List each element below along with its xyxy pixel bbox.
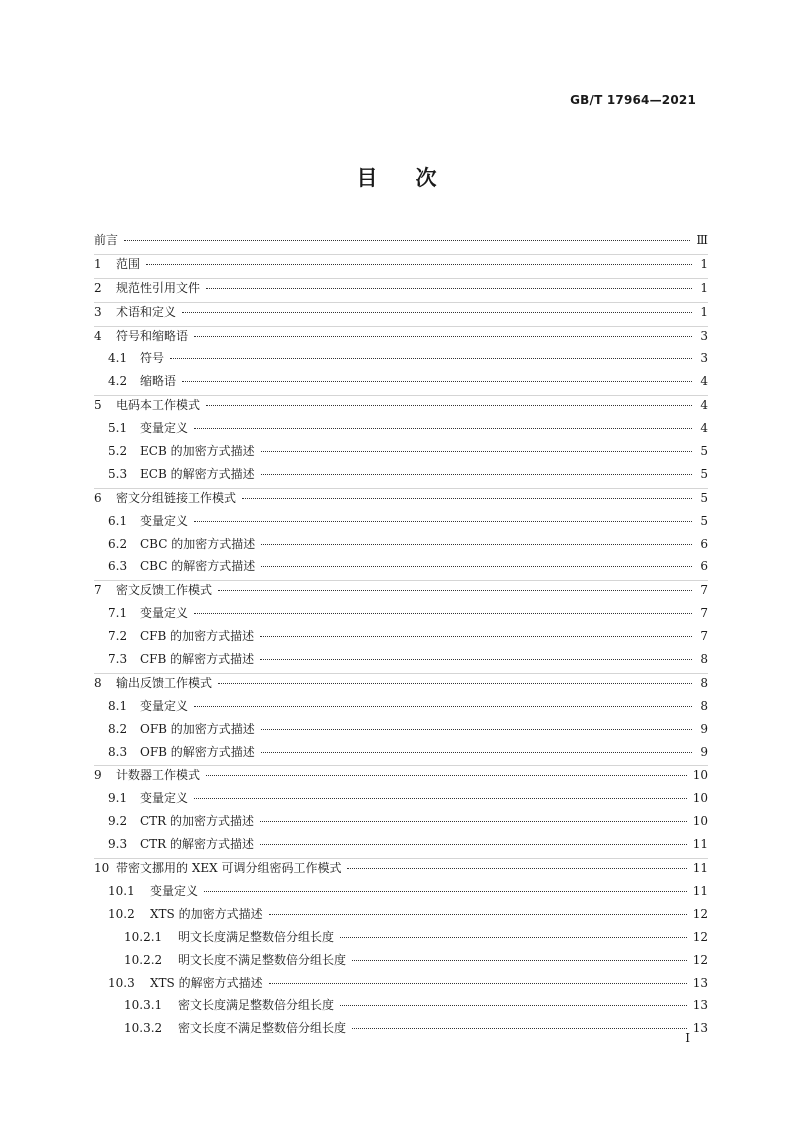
toc-dot-leader bbox=[218, 590, 692, 591]
toc-entry-page: 6 bbox=[700, 559, 708, 574]
toc-dot-leader bbox=[206, 405, 692, 406]
toc-entry-page: 1 bbox=[700, 256, 708, 271]
toc-entry[interactable] bbox=[94, 627, 708, 650]
toc-entry-number: 8 bbox=[94, 675, 102, 690]
toc-entry[interactable] bbox=[94, 557, 708, 580]
toc-entry-page: 5 bbox=[700, 444, 708, 459]
toc-entry-label: CTR 的加密方式描述 bbox=[140, 814, 255, 829]
toc-entry-label: OFB 的解密方式描述 bbox=[140, 744, 255, 759]
toc-entry-number: 2 bbox=[94, 280, 102, 295]
toc-entry-label: ECB 的解密方式描述 bbox=[140, 466, 255, 481]
toc-entry[interactable] bbox=[94, 673, 708, 697]
toc-entry[interactable] bbox=[94, 535, 708, 558]
toc-entry-label: XTS 的加密方式描述 bbox=[150, 906, 263, 921]
toc-entry-page: 12 bbox=[692, 906, 708, 921]
toc-dot-leader bbox=[194, 521, 692, 522]
toc-entry-page: 11 bbox=[692, 837, 708, 852]
toc-entry-label: 密文分组链接工作模式 bbox=[116, 490, 237, 505]
toc-entry[interactable] bbox=[94, 512, 708, 535]
toc-entry-page: 8 bbox=[700, 675, 708, 690]
toc-entry-number: 6.3 bbox=[108, 559, 128, 574]
toc-entry-number: 10 bbox=[94, 861, 110, 876]
toc-entry-label: OFB 的加密方式描述 bbox=[140, 721, 255, 736]
toc-entry-number: 5.1 bbox=[108, 421, 128, 436]
toc-entry-label: 规范性引用文件 bbox=[116, 280, 201, 295]
toc-entry-label: ECB 的加密方式描述 bbox=[140, 444, 255, 459]
toc-entry-number: 10.2.1 bbox=[124, 929, 163, 944]
toc-entry-page: 11 bbox=[692, 883, 708, 898]
toc-entry-label: 变量定义 bbox=[140, 513, 189, 528]
table-of-contents bbox=[94, 231, 708, 1042]
toc-entry[interactable] bbox=[94, 372, 708, 395]
toc-entry-page: Ⅲ bbox=[696, 233, 708, 247]
toc-entry-label: 变量定义 bbox=[140, 421, 189, 436]
toc-dot-leader bbox=[261, 566, 692, 567]
toc-entry[interactable] bbox=[94, 697, 708, 720]
toc-entry-number: 10.2.2 bbox=[124, 952, 163, 967]
toc-dot-leader bbox=[352, 1028, 687, 1029]
toc-entry-page: 6 bbox=[700, 536, 708, 551]
toc-entry-label: 电码本工作模式 bbox=[116, 398, 201, 413]
toc-entry-label: 符号和缩略语 bbox=[116, 328, 189, 343]
toc-entry-label: 范围 bbox=[116, 256, 141, 271]
toc-dot-leader bbox=[218, 683, 692, 684]
toc-entry[interactable] bbox=[94, 580, 708, 604]
toc-entry-label: 明文长度满足整数倍分组长度 bbox=[178, 929, 335, 944]
toc-entry[interactable] bbox=[94, 254, 708, 278]
toc-entry-number: 9.1 bbox=[108, 791, 128, 806]
toc-entry[interactable] bbox=[94, 302, 708, 326]
toc-dot-leader bbox=[194, 613, 692, 614]
toc-entry-page: 4 bbox=[700, 421, 708, 436]
toc-dot-leader bbox=[260, 636, 692, 637]
toc-entry-label: CBC 的加密方式描述 bbox=[140, 536, 256, 551]
toc-entry[interactable] bbox=[94, 326, 708, 350]
toc-entry-page: 1 bbox=[700, 280, 708, 295]
toc-dot-leader bbox=[261, 451, 692, 452]
toc-dot-leader bbox=[146, 264, 692, 265]
toc-dot-leader bbox=[352, 960, 687, 961]
toc-entry-number: 5.2 bbox=[108, 444, 128, 459]
toc-entry-number: 5 bbox=[94, 398, 102, 413]
toc-entry-number: 10.3.2 bbox=[124, 1021, 163, 1036]
toc-entry[interactable] bbox=[94, 720, 708, 743]
toc-entry[interactable] bbox=[94, 604, 708, 627]
toc-entry[interactable] bbox=[94, 789, 708, 812]
toc-entry[interactable] bbox=[94, 488, 708, 512]
toc-entry-page: 12 bbox=[692, 952, 708, 967]
toc-dot-leader bbox=[260, 844, 687, 845]
toc-entry[interactable] bbox=[94, 905, 708, 928]
toc-dot-leader bbox=[340, 937, 687, 938]
toc-entry[interactable] bbox=[94, 278, 708, 302]
toc-entry-number: 6.1 bbox=[108, 513, 128, 528]
toc-dot-leader bbox=[194, 336, 692, 337]
toc-entry-number: 9 bbox=[94, 768, 102, 783]
toc-dot-leader bbox=[124, 240, 690, 241]
toc-entry-label: 密文长度满足整数倍分组长度 bbox=[178, 998, 335, 1013]
toc-entry-number: 10.1 bbox=[108, 883, 135, 898]
toc-entry-page: 5 bbox=[700, 466, 708, 481]
toc-entry-label: CTR 的解密方式描述 bbox=[140, 837, 255, 852]
toc-entry-number: 4.1 bbox=[108, 351, 128, 366]
toc-entry-label: 变量定义 bbox=[140, 606, 189, 621]
toc-entry-label: 前言 bbox=[94, 233, 119, 247]
toc-dot-leader bbox=[194, 428, 692, 429]
toc-dot-leader bbox=[269, 914, 687, 915]
toc-entry-page: 7 bbox=[700, 583, 708, 598]
toc-dot-leader bbox=[261, 544, 692, 545]
toc-entry-number: 4 bbox=[94, 328, 102, 343]
toc-entry[interactable] bbox=[94, 231, 708, 254]
standard-code: GB/T 17964—2021 bbox=[570, 93, 696, 107]
toc-dot-leader bbox=[182, 381, 692, 382]
toc-entry-number: 9.3 bbox=[108, 837, 128, 852]
toc-entry[interactable] bbox=[94, 1019, 708, 1042]
toc-entry-number: 7.3 bbox=[108, 652, 128, 667]
toc-entry[interactable] bbox=[94, 858, 708, 882]
toc-entry-page: 12 bbox=[692, 929, 708, 944]
toc-entry-page: 9 bbox=[700, 744, 708, 759]
toc-entry-page: 13 bbox=[692, 998, 708, 1013]
toc-entry-page: 5 bbox=[700, 490, 708, 505]
toc-dot-leader bbox=[261, 474, 692, 475]
toc-entry[interactable] bbox=[94, 765, 708, 789]
toc-entry[interactable] bbox=[94, 442, 708, 465]
page-title: 目次 bbox=[356, 166, 475, 190]
toc-entry-label: 缩略语 bbox=[140, 374, 177, 389]
toc-entry-page: 10 bbox=[692, 791, 708, 806]
toc-entry-page: 3 bbox=[700, 328, 708, 343]
toc-entry[interactable] bbox=[94, 743, 708, 766]
toc-entry[interactable] bbox=[94, 465, 708, 488]
toc-entry-number: 10.3.1 bbox=[124, 998, 163, 1013]
toc-entry-label: 变量定义 bbox=[140, 791, 189, 806]
toc-entry[interactable] bbox=[94, 951, 708, 974]
toc-entry-number: 9.2 bbox=[108, 814, 128, 829]
toc-entry-number: 7.2 bbox=[108, 629, 128, 644]
toc-entry[interactable] bbox=[94, 928, 708, 951]
toc-entry-number: 3 bbox=[94, 304, 102, 319]
toc-dot-leader bbox=[242, 498, 692, 499]
toc-entry[interactable] bbox=[94, 812, 708, 835]
toc-entry-page: 10 bbox=[692, 768, 708, 783]
toc-entry-number: 8.3 bbox=[108, 744, 128, 759]
toc-dot-leader bbox=[194, 798, 687, 799]
toc-entry-number: 4.2 bbox=[108, 374, 128, 389]
toc-entry[interactable] bbox=[94, 419, 708, 442]
toc-entry-page: 7 bbox=[700, 606, 708, 621]
toc-entry-label: CFB 的加密方式描述 bbox=[140, 629, 255, 644]
toc-entry-number: 10.2 bbox=[108, 906, 135, 921]
toc-entry-label: 变量定义 bbox=[140, 698, 189, 713]
toc-dot-leader bbox=[269, 983, 687, 984]
toc-entry-page: 13 bbox=[692, 1021, 708, 1036]
toc-entry-page: 10 bbox=[692, 814, 708, 829]
toc-entry-page: 13 bbox=[692, 975, 708, 990]
toc-entry-page: 3 bbox=[700, 351, 708, 366]
toc-entry[interactable] bbox=[94, 835, 708, 858]
toc-dot-leader bbox=[204, 891, 687, 892]
toc-entry-number: 8.2 bbox=[108, 721, 128, 736]
toc-dot-leader bbox=[206, 775, 687, 776]
toc-dot-leader bbox=[340, 1005, 687, 1006]
toc-entry-page: 5 bbox=[700, 513, 708, 528]
toc-entry-label: 变量定义 bbox=[150, 883, 199, 898]
page-number: I bbox=[685, 1031, 690, 1045]
toc-entry-page: 4 bbox=[700, 398, 708, 413]
toc-entry-number: 6.2 bbox=[108, 536, 128, 551]
toc-entry-page: 1 bbox=[700, 304, 708, 319]
toc-entry-label: 计数器工作模式 bbox=[116, 768, 201, 783]
toc-entry-number: 10.3 bbox=[108, 975, 135, 990]
toc-dot-leader bbox=[194, 706, 692, 707]
toc-entry-number: 6 bbox=[94, 490, 102, 505]
toc-dot-leader bbox=[347, 868, 686, 869]
toc-entry-page: 9 bbox=[700, 721, 708, 736]
toc-entry-number: 7 bbox=[94, 583, 102, 598]
toc-entry[interactable] bbox=[94, 349, 708, 372]
toc-entry[interactable] bbox=[94, 395, 708, 419]
toc-dot-leader bbox=[206, 288, 692, 289]
toc-entry-label: 明文长度不满足整数倍分组长度 bbox=[178, 952, 347, 967]
toc-entry-page: 7 bbox=[700, 629, 708, 644]
toc-entry-label: CFB 的解密方式描述 bbox=[140, 652, 255, 667]
toc-dot-leader bbox=[170, 358, 692, 359]
toc-dot-leader bbox=[261, 729, 692, 730]
toc-dot-leader bbox=[182, 312, 692, 313]
toc-entry-label: 密文反馈工作模式 bbox=[116, 583, 213, 598]
toc-entry[interactable] bbox=[94, 974, 708, 997]
toc-entry[interactable] bbox=[94, 650, 708, 673]
toc-entry-page: 8 bbox=[700, 652, 708, 667]
toc-entry-label: 术语和定义 bbox=[116, 304, 177, 319]
toc-entry-number: 7.1 bbox=[108, 606, 128, 621]
toc-entry-page: 8 bbox=[700, 698, 708, 713]
toc-entry-page: 11 bbox=[692, 861, 708, 876]
toc-entry-number: 5.3 bbox=[108, 466, 128, 481]
toc-entry-label: 输出反馈工作模式 bbox=[116, 675, 213, 690]
toc-dot-leader bbox=[260, 659, 692, 660]
toc-entry-label: 带密文挪用的 XEX 可调分组密码工作模式 bbox=[116, 861, 342, 876]
toc-entry[interactable] bbox=[94, 996, 708, 1019]
toc-entry-label: CBC 的解密方式描述 bbox=[140, 559, 256, 574]
toc-entry[interactable] bbox=[94, 882, 708, 905]
toc-dot-leader bbox=[260, 821, 687, 822]
toc-entry-number: 1 bbox=[94, 256, 102, 271]
toc-entry-label: 密文长度不满足整数倍分组长度 bbox=[178, 1021, 347, 1036]
toc-entry-page: 4 bbox=[700, 374, 708, 389]
toc-entry-label: 符号 bbox=[140, 351, 165, 366]
toc-dot-leader bbox=[261, 752, 692, 753]
toc-entry-label: XTS 的解密方式描述 bbox=[150, 975, 263, 990]
toc-entry-number: 8.1 bbox=[108, 698, 128, 713]
